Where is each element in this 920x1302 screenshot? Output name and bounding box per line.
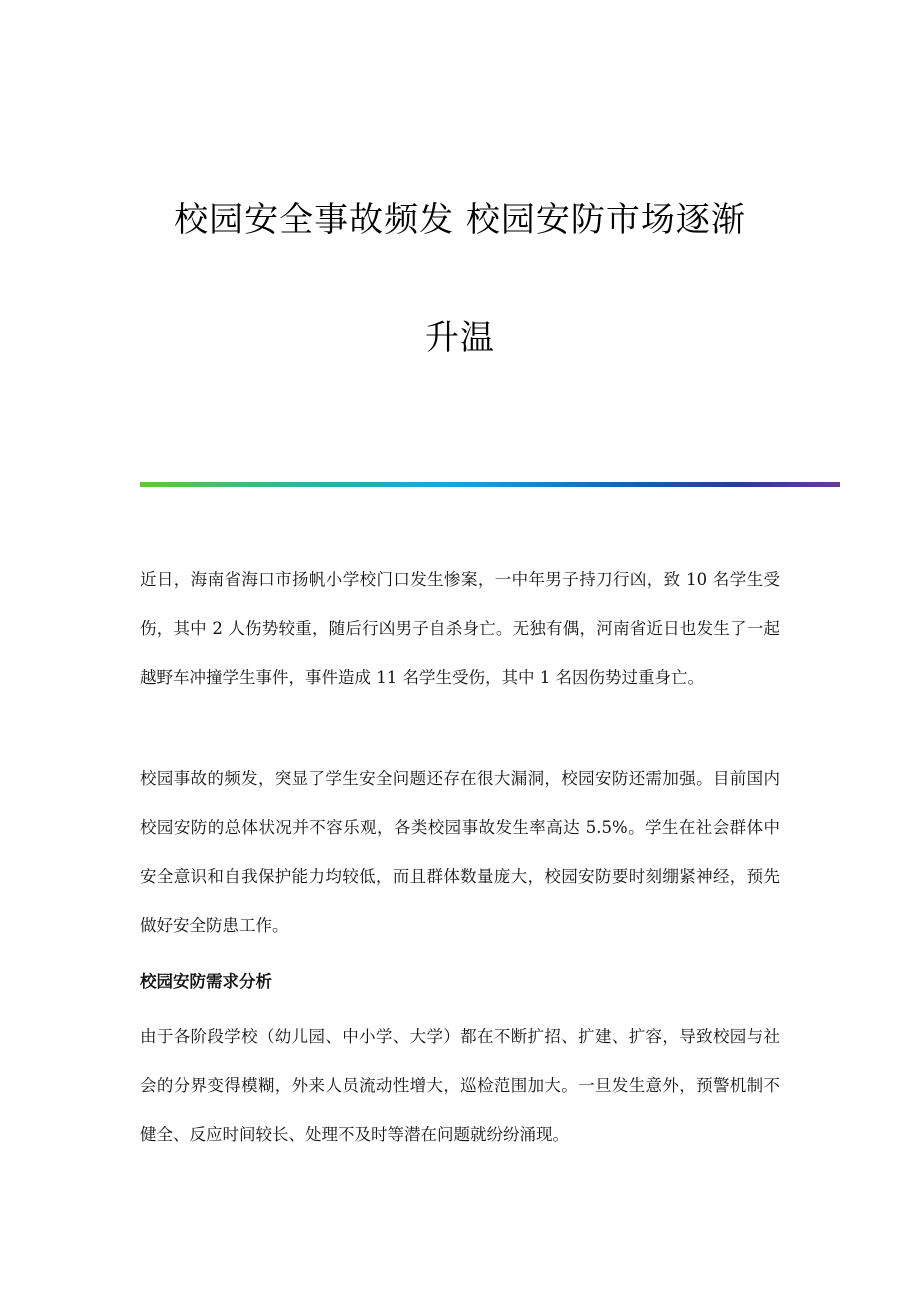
paragraph-demand-analysis: 由于各阶段学校（幼儿园、中小学、大学）都在不断扩招、扩建、扩容，导致校园与社会的分界变得模糊，外来人员流动性增大，巡检范围加大。一旦发生意外，预警机制不健全、反应时间较长、处理不及时等潜在问题就纷纷涌现。 (140, 1027, 780, 1144)
section-heading: 校园安防需求分析 (140, 972, 272, 991)
document-title-line-2: 升温 (425, 318, 495, 358)
document-title-line-1: 校园安全事故频发 校园安防市场逐渐 (174, 200, 746, 240)
gradient-divider (140, 482, 840, 487)
paragraph-incident-report: 近日，海南省海口市扬帆小学校门口发生惨案，一中年男子持刀行凶，致 10 名学生受伤，其中 2 人伤势较重，随后行凶男子自杀身亡。无独有偶，河南省近日也发生了一起越野车冲撞学生事件，事件造成 11 名学生受伤，其中 1 名因伤势过重身亡。 (140, 570, 780, 687)
paragraph-safety-status: 校园事故的频发，突显了学生安全问题还存在很大漏洞，校园安防还需加强。目前国内校园安防的总体状况并不容乐观，各类校园事故发生率高达 5.5%。学生在社会群体中安全意识和自我保护能力均较低，而且群体数量庞大，校园安防要时刻绷紧神经，预先做好安全防患工作。 (140, 769, 780, 935)
